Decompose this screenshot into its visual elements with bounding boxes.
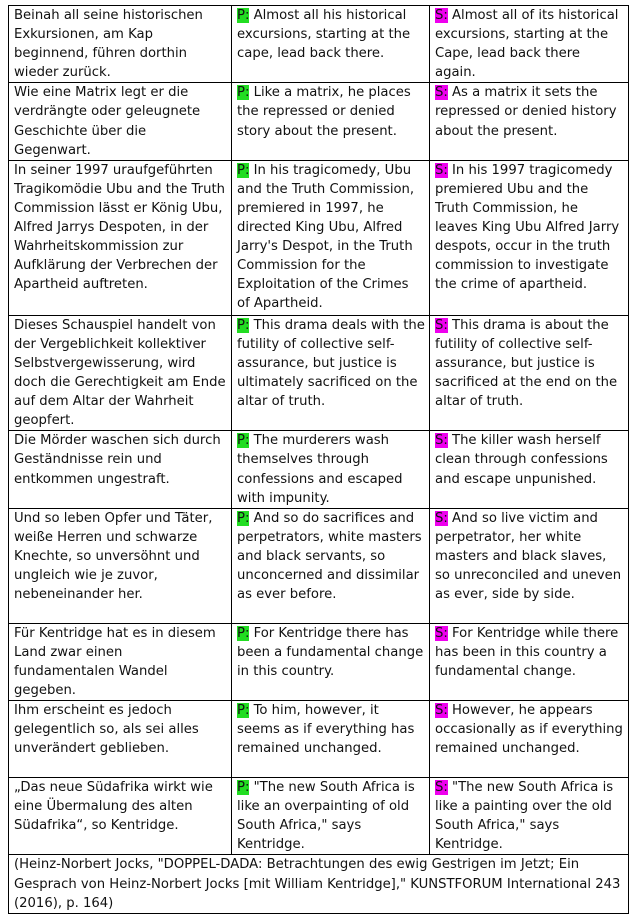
citation-row xyxy=(9,855,629,913)
p-label: P: xyxy=(237,317,250,333)
translation-rows xyxy=(9,6,629,855)
german-original-cell: Die Mörder waschen sich durch Geständnisse rein und entkommen ungestraft. xyxy=(9,431,232,508)
p-translation-text: "The new South Africa is like an overpainting of old South Africa," says Kentridge. xyxy=(237,780,415,853)
s-translation-text: For Kentridge while there has been in this country a fundamental change. xyxy=(435,625,619,679)
p-translation-cell xyxy=(232,778,430,855)
translation-row xyxy=(9,315,629,431)
german-original-cell: Und so leben Opfer und Täter, weiße Herren und schwarze Knechte, so unversöhnt und ungleich wie je zuvor, nebeneinander her. xyxy=(9,508,232,623)
s-translation-cell xyxy=(430,701,629,778)
p-translation-cell xyxy=(232,508,430,623)
p-label: P: xyxy=(237,625,250,641)
p-translation-text: And so do sacrifices and perpetrators, white masters and black servants, so unconcerned and dissimilar as ever before. xyxy=(237,510,422,603)
s-label: S: xyxy=(435,162,448,178)
s-label: S: xyxy=(435,433,448,449)
citation: (Heinz-Norbert Jocks, "DOPPEL-DADA: Betrachtungen des ewig Gestrigen im Jetzt; Ein Gesprach von Heinz-Norbert Jocks [mit William Kentridge]," KUNSTFORUM International 243 (2016), p. 164) xyxy=(9,855,629,913)
s-translation-text: The killer wash herself clean through confessions and escape unpunished. xyxy=(435,433,608,487)
german-original-cell: Dieses Schauspiel handelt von der Vergeblichkeit kollektiver Selbstvergewisserung, wird doch die Gerechtigkeit am Ende auf dem Altar der Wahrheit geopfert. xyxy=(9,315,232,431)
translation-table xyxy=(8,5,629,914)
p-translation-cell xyxy=(232,701,430,778)
s-translation-text: This drama is about the futility of collective self-assurance, but justice is sacrificed at the end on the altar of truth. xyxy=(435,317,618,410)
p-label: P: xyxy=(237,510,250,526)
s-translation-cell xyxy=(430,431,629,508)
s-translation-text: "The new South Africa is like a painting over the old South Africa," says Kentridge. xyxy=(435,780,614,853)
p-translation-text: This drama deals with the futility of collective self-assurance, but justice is ultimately sacrificed on the altar of truth. xyxy=(237,317,425,410)
p-label: P: xyxy=(237,85,250,101)
s-translation-cell xyxy=(430,623,629,700)
p-translation-cell xyxy=(232,623,430,700)
p-translation-text: Like a matrix, he places the repressed or denied story about the present. xyxy=(237,85,411,139)
translation-row xyxy=(9,701,629,778)
german-original-cell: Ihm erscheint es jedoch gelegentlich so, als sei alles unverändert geblieben. xyxy=(9,701,232,778)
s-translation-cell xyxy=(430,6,629,83)
s-label: S: xyxy=(435,8,448,23)
translation-row xyxy=(9,623,629,700)
german-original-cell: Wie eine Matrix legt er die verdrängte oder geleugnete Geschichte über die Gegenwart. xyxy=(9,83,232,160)
translation-row xyxy=(9,6,629,83)
s-translation-text: In his 1997 tragicomedy premiered Ubu and the Truth Commission, he leaves King Ubu Alfred Jarry despots, occur in the truth commission to investigate the crime of apartheid. xyxy=(435,162,620,293)
german-original-cell: Für Kentridge hat es in diesem Land zwar einen fundamentalen Wandel gegeben. xyxy=(9,623,232,700)
s-translation-text: And so live victim and perpetrator, her white masters and black slaves, so unreconciled and uneven as ever, side by side. xyxy=(435,510,622,603)
german-original-cell: Beinah all seine historischen Exkursionen, am Kap beginnend, führen dorthin wieder zurück. xyxy=(9,6,232,83)
s-translation-cell xyxy=(430,508,629,623)
p-translation-text: To him, however, it seems as if everything has remained unchanged. xyxy=(237,703,415,757)
translation-row xyxy=(9,508,629,623)
translation-row xyxy=(9,160,629,315)
p-translation-cell xyxy=(232,431,430,508)
p-translation-cell xyxy=(232,6,430,83)
p-translation-text: For Kentridge there has been a fundamental change in this country. xyxy=(237,625,424,679)
s-translation-cell xyxy=(430,778,629,855)
p-translation-cell xyxy=(232,315,430,431)
s-translation-cell xyxy=(430,83,629,160)
p-translation-text: In his tragicomedy, Ubu and the Truth Commission, premiered in 1997, he directed King Ubu, Alfred Jarry's Despot, in the Truth Commission for the Exploitation of the Crimes of Apartheid. xyxy=(237,162,415,312)
p-label: P: xyxy=(237,162,250,178)
p-translation-cell xyxy=(232,160,430,315)
translation-row xyxy=(9,83,629,160)
s-translation-text: As a matrix it sets the repressed or denied history about the present. xyxy=(435,85,617,139)
p-translation-text: The murderers wash themselves through confessions and escaped with impunity. xyxy=(237,433,403,506)
s-label: S: xyxy=(435,510,448,526)
p-translation-text: Almost all his historical excursions, starting at the cape, lead back there. xyxy=(237,8,411,62)
p-label: P: xyxy=(237,703,250,719)
document xyxy=(8,5,628,914)
translation-row xyxy=(9,431,629,508)
s-label: S: xyxy=(435,625,448,641)
s-translation-text: Almost all of its historical excursions, starting at the Cape, lead back there again. xyxy=(435,8,619,81)
s-label: S: xyxy=(435,85,448,101)
s-translation-text: However, he appears occasionally as if everything remained unchanged. xyxy=(435,703,623,757)
german-original-cell: In seiner 1997 uraufgeführten Tragikomödie Ubu and the Truth Commission lässt er König Ubu, Alfred Jarrys Despoten, in der Wahrheitskommission zur Aufklärung der Verbrechen der Apartheid auftreten. xyxy=(9,160,232,315)
p-label: P: xyxy=(237,780,250,796)
german-original-cell: „Das neue Südafrika wirkt wie eine Übermalung des alten Südafrika“, so Kentridge. xyxy=(9,778,232,855)
p-translation-cell xyxy=(232,83,430,160)
translation-row xyxy=(9,778,629,855)
s-label: S: xyxy=(435,780,448,796)
s-translation-cell xyxy=(430,315,629,431)
p-label: P: xyxy=(237,433,250,449)
s-label: S: xyxy=(435,703,448,719)
p-label: P: xyxy=(237,8,250,23)
s-label: S: xyxy=(435,317,448,333)
s-translation-cell xyxy=(430,160,629,315)
